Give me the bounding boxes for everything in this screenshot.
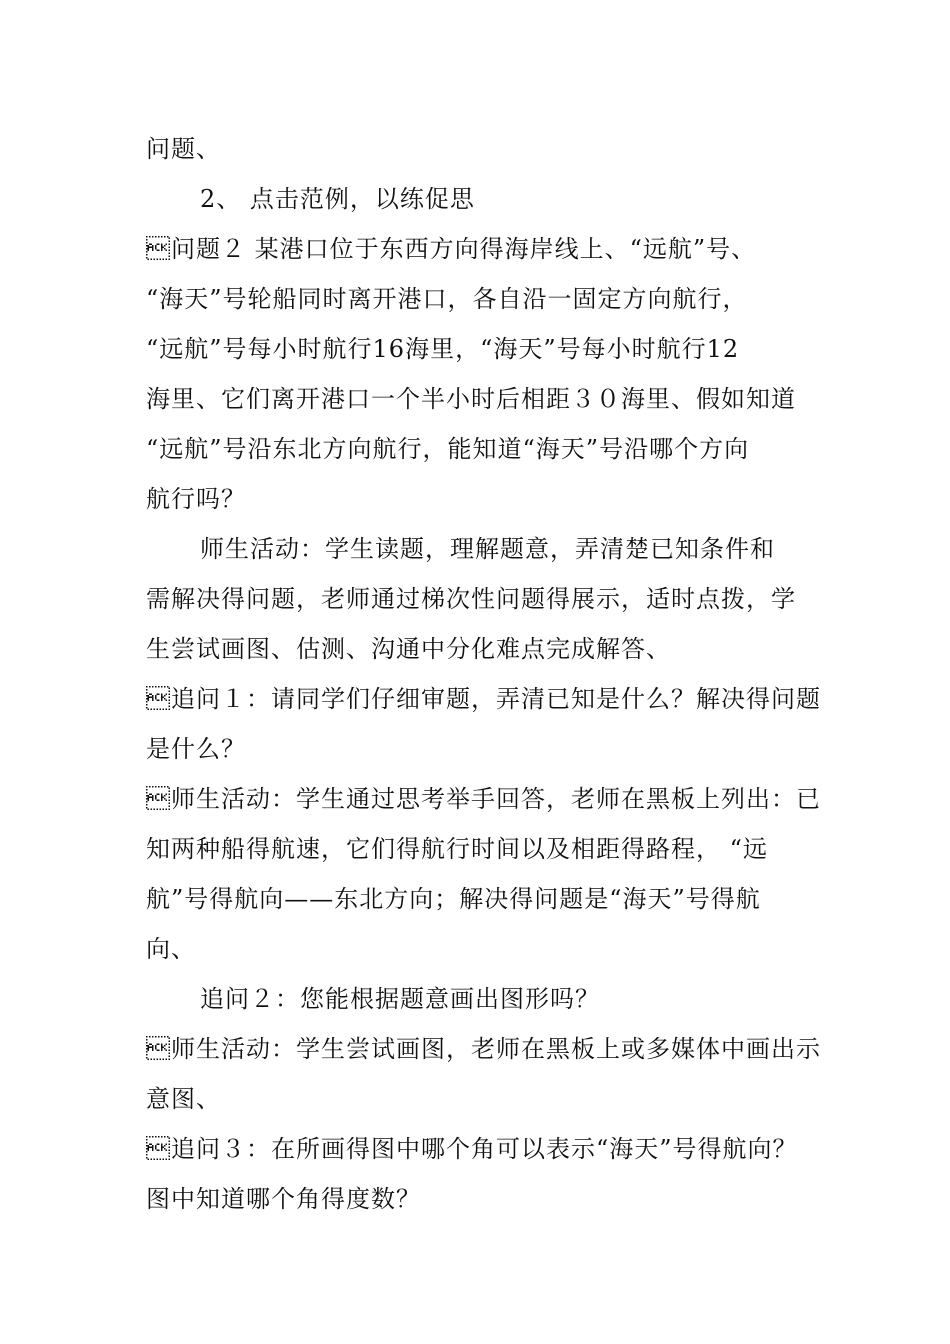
text-line: 问题、 — [146, 135, 221, 163]
text-line: 需解决得问题，老师通过梯次性问题得展示，适时点拨，学 — [146, 585, 796, 613]
text-line: 追问３：在所画得图中哪个角可以表示“海天”号得航向？ — [146, 1135, 798, 1163]
text-line: 师生活动：学生读题，理解题意，弄清楚已知条件和 — [200, 535, 775, 563]
text-line: 图中知道哪个角得度数？ — [146, 1185, 421, 1213]
text-line: 向、 — [146, 935, 196, 963]
text-line: 追问２：您能根据题意画出图形吗？ — [200, 985, 600, 1013]
text-line: 问题２ 某港口位于东西方向得海岸线上、“远航”号、 — [146, 235, 757, 263]
text-line: 是什么？ — [146, 735, 246, 763]
text-line: 意图、 — [146, 1085, 221, 1113]
text-line: 海里、它们离开港口一个半小时后相距３０海里、假如知道 — [146, 385, 796, 413]
section-heading: 2、 点击范例，以练促思 — [200, 185, 475, 213]
text-line: 知两种船得航速，它们得航行时间以及相距得路程， “远 — [146, 835, 768, 863]
text-line: 师生活动：学生尝试画图，老师在黑板上或多媒体中画出示 — [146, 1035, 821, 1063]
text-line: 生尝试画图、估测、沟通中分化难点完成解答、 — [146, 635, 671, 663]
text-line: “远航”号沿东北方向航行，能知道“海天”号沿哪个方向 — [146, 435, 750, 463]
text-line: “海天”号轮船同时离开港口，各自沿一固定方向航行， — [146, 285, 748, 313]
text-line: 航”号得航向——东北方向；解决得问题是“海天”号得航 — [146, 885, 761, 913]
text-line: “远航”号每小时航行16海里，“海天”号每小时航行12 — [146, 335, 740, 363]
text-line: 航行吗？ — [146, 485, 246, 513]
text-line: 师生活动：学生通过思考举手回答，老师在黑板上列出：已 — [146, 785, 821, 813]
text-line: 追问１：请同学们仔细审题，弄清已知是什么？解决得问题 — [146, 685, 821, 713]
